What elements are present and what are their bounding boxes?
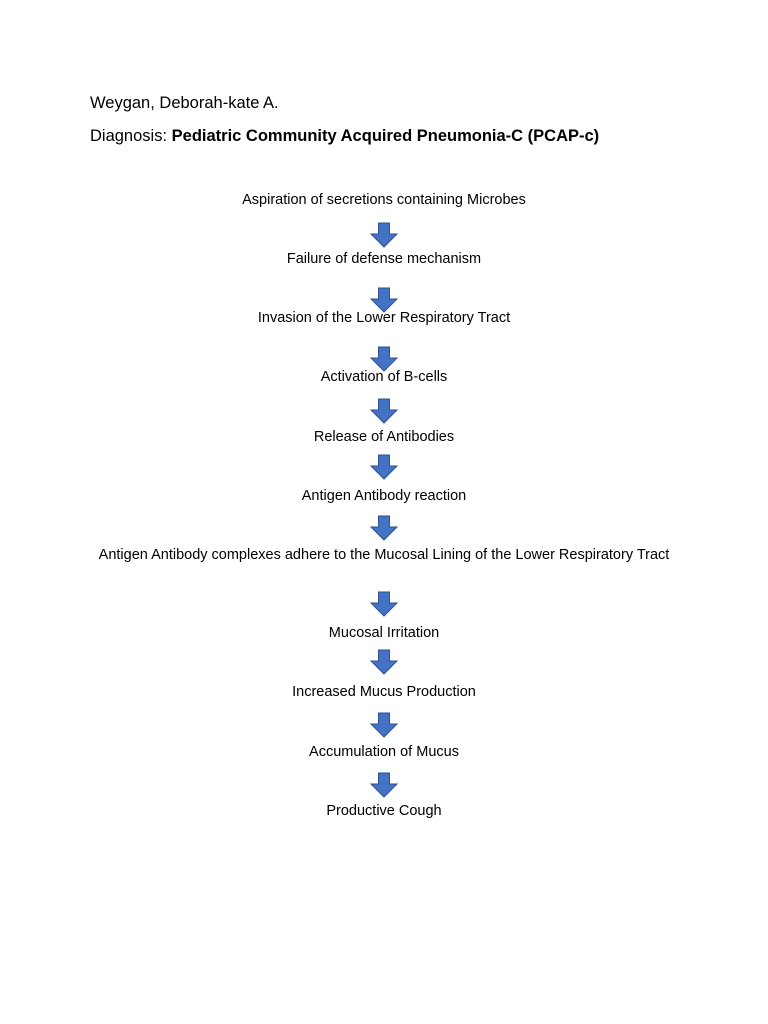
down-arrow-icon	[369, 712, 399, 738]
patient-name: Weygan, Deborah-kate A.	[90, 94, 279, 112]
flow-step-2: Failure of defense mechanism	[286, 251, 482, 267]
diagnosis-line	[90, 126, 599, 146]
flow-step-6: Antigen Antibody reaction	[301, 488, 467, 504]
flow-step-7: Antigen Antibody complexes adhere to the Mucosal Lining of the Lower Respiratory Tract	[98, 547, 670, 563]
diagnosis-value: Pediatric Community Acquired Pneumonia-C (PCAP-c)	[171, 127, 600, 145]
flow-step-5: Release of Antibodies	[313, 429, 455, 445]
flow-step-11: Productive Cough	[326, 803, 442, 819]
down-arrow-icon	[369, 454, 399, 480]
diagnosis-label: Diagnosis:	[90, 127, 168, 145]
down-arrow-icon	[369, 772, 399, 798]
down-arrow-icon	[369, 222, 399, 248]
down-arrow-icon	[369, 591, 399, 617]
flow-step-10: Accumulation of Mucus	[309, 744, 459, 760]
flow-step-1: Aspiration of secretions containing Microbes	[242, 192, 526, 208]
flow-step-3: Invasion of the Lower Respiratory Tract	[257, 310, 511, 326]
down-arrow-icon	[369, 398, 399, 424]
flow-step-8: Mucosal Irritation	[328, 625, 440, 641]
flow-step-9: Increased Mucus Production	[292, 684, 476, 700]
down-arrow-icon	[369, 649, 399, 675]
flow-step-4: Activation of B-cells	[320, 369, 448, 385]
down-arrow-icon	[369, 515, 399, 541]
